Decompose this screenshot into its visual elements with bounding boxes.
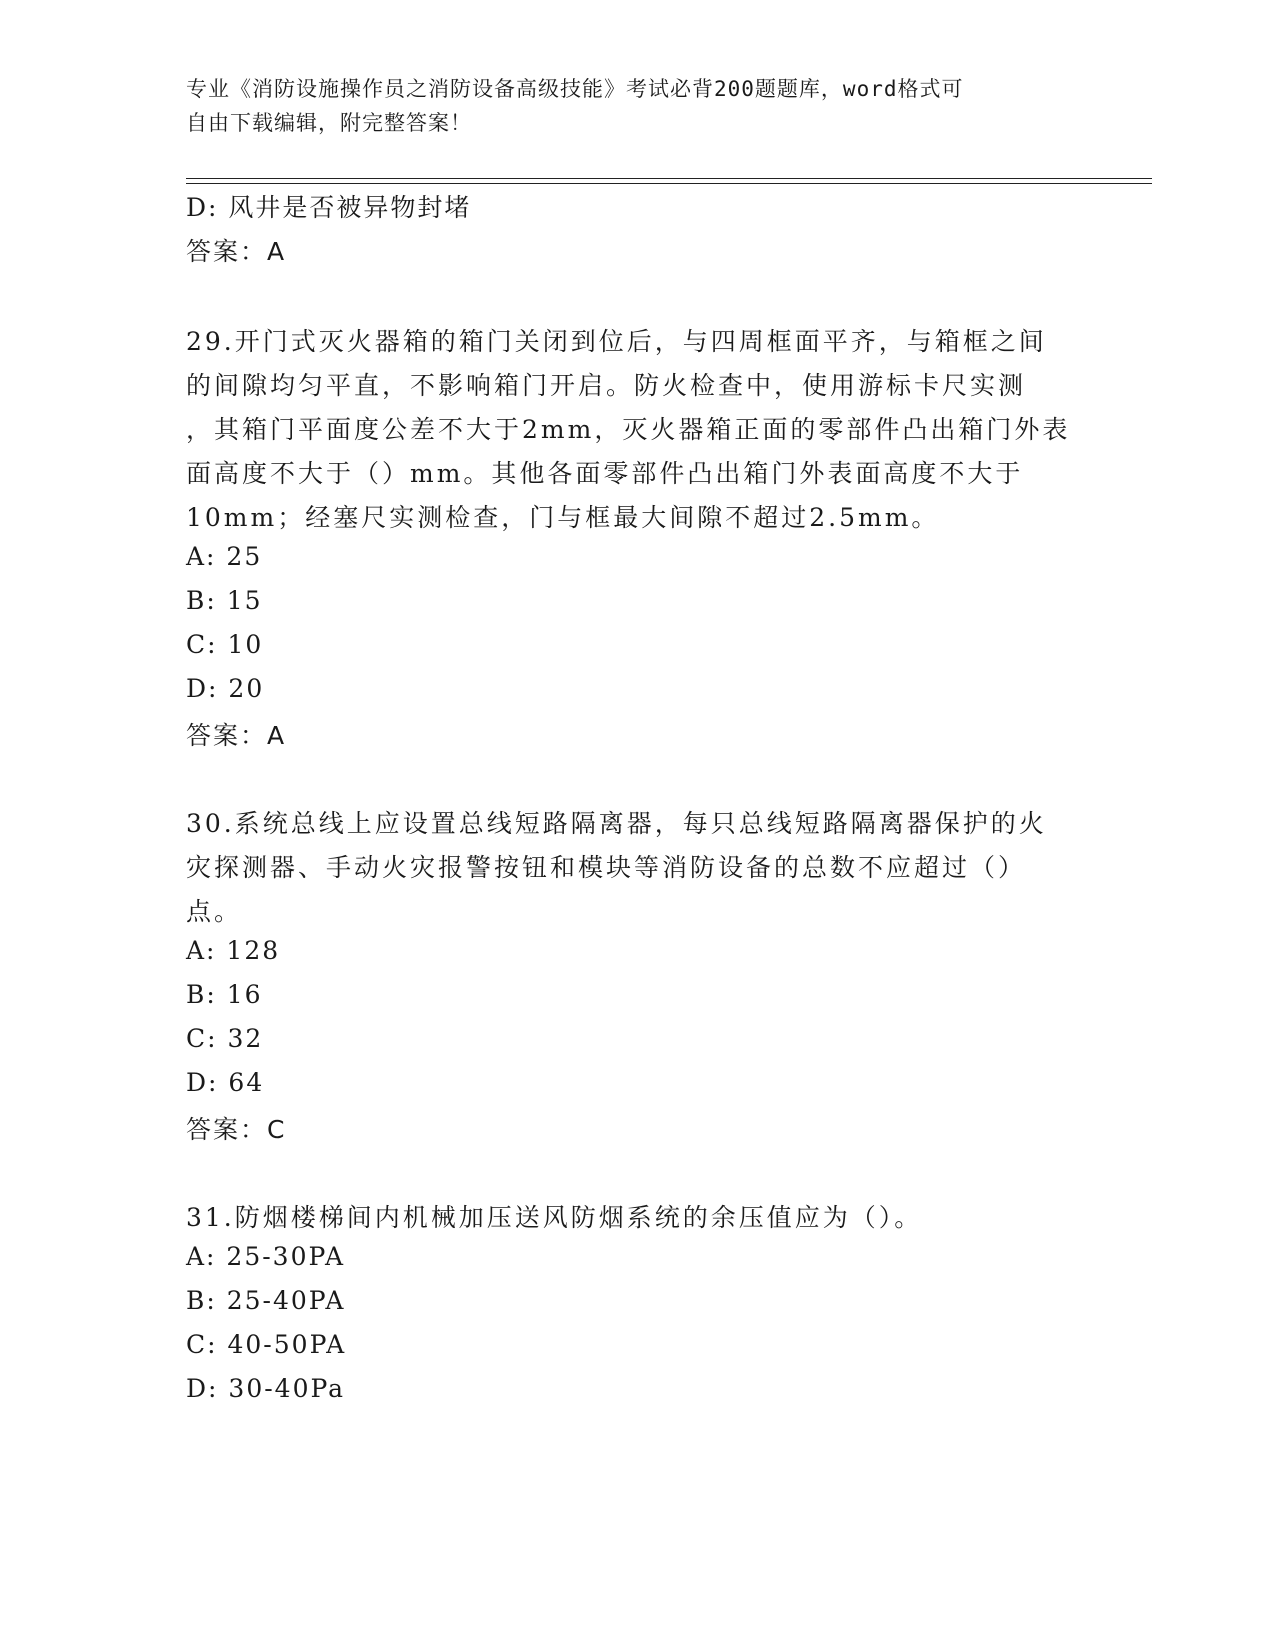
- header-divider-bottom: [186, 183, 1152, 184]
- question-30-line-3: 点。: [186, 897, 243, 926]
- question-29-line-1: 29.开门式灭火器箱的箱门关闭到位后，与四周框面平齐，与箱框之间: [186, 327, 1047, 356]
- question-31-option-d: D: 30-40Pa: [186, 1374, 346, 1403]
- document-header: [186, 72, 1066, 140]
- question-29-option-d: D: 20: [186, 674, 265, 703]
- question-29-option-a: A: 25: [186, 542, 263, 571]
- question-31-option-a: A: 25-30PA: [186, 1242, 346, 1271]
- question-30-option-b: B: 16: [186, 980, 263, 1009]
- question-29-answer: 答案：A: [186, 721, 287, 750]
- question-30-line-1: 30.系统总线上应设置总线短路隔离器，每只总线短路隔离器保护的火: [186, 809, 1047, 838]
- question-31-option-c: C: 40-50PA: [186, 1330, 347, 1359]
- question-31-option-b: B: 25-40PA: [186, 1286, 346, 1315]
- question-30-option-c: C: 32: [186, 1024, 264, 1053]
- question-29-line-5: 10mm；经塞尺实测检查，门与框最大间隙不超过2.5mm。: [186, 503, 940, 532]
- header-divider-top: [186, 178, 1152, 179]
- question-29-line-2: 的间隙均匀平直，不影响箱门开启。防火检查中，使用游标卡尺实测: [186, 371, 1027, 400]
- question-29-line-3: ，其箱门平面度公差不大于2mm，灭火器箱正面的零部件凸出箱门外表: [186, 415, 1071, 444]
- question-29-line-4: 面高度不大于（）mm。其他各面零部件凸出箱门外表面高度不大于: [186, 459, 1024, 488]
- question-31-line-1: 31.防烟楼梯间内机械加压送风防烟系统的余压值应为（）。: [186, 1203, 923, 1232]
- question-29-option-b: B: 15: [186, 586, 263, 615]
- question-29-option-c: C: 10: [186, 630, 264, 659]
- prev-answer: 答案：A: [186, 237, 287, 266]
- header-line-2: 自由下载编辑，附完整答案！: [186, 111, 472, 135]
- header-line-1: 专业《消防设施操作员之消防设备高级技能》考试必背200题题库，word格式可: [186, 77, 964, 101]
- question-30-option-d: D: 64: [186, 1068, 265, 1097]
- prev-option-d: D: 风井是否被异物封堵: [186, 193, 472, 222]
- question-30-line-2: 灾探测器、手动火灾报警按钮和模块等消防设备的总数不应超过（）: [186, 853, 1027, 882]
- question-30-option-a: A: 128: [186, 936, 281, 965]
- question-30-answer: 答案：C: [186, 1115, 287, 1144]
